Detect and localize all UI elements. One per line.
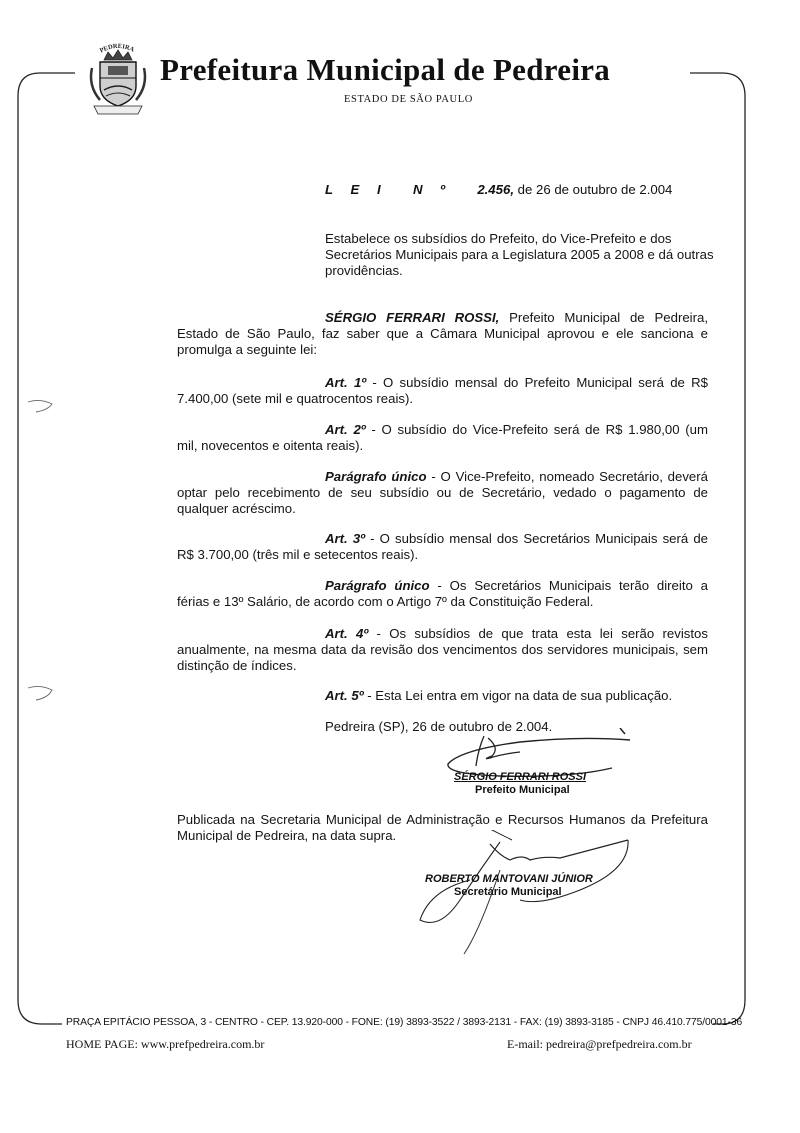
- coat-of-arms-seal: [80, 38, 156, 122]
- secretary-signature-name: ROBERTO MANTOVANI JÚNIOR: [425, 873, 593, 885]
- page-title: Prefeitura Municipal de Pedreira: [160, 52, 611, 87]
- article-5: [177, 688, 737, 704]
- law-ementa: Estabelece os subsídios do Prefeito, do Vice-Prefeito e dos Secretários Municipais para a Legislatura 2005 a 2008 e dá outras providências.: [325, 231, 714, 278]
- paragraph-label: Parágrafo único: [325, 578, 430, 593]
- law-date: de 26 de outubro de 2.004: [517, 182, 673, 197]
- paragraph-text: - O Vice-Prefeito, nomeado Secretário, deverá optar pelo recebimento de seu subsídio ou de Secretário, vedado o pagamento de qualquer acréscimo.: [177, 469, 708, 516]
- article-text: - O subsídio mensal dos Secretários Municipais será de R$ 3.700,00 (três mil e setecentos reais).: [177, 531, 709, 562]
- publication-note: Publicada na Secretaria Municipal de Administração e Recursos Humanos da Prefeitura Municipal de Pedreira, na data supra.: [177, 812, 708, 843]
- seal-lettering: PEDREIRA: [98, 42, 136, 55]
- mayor-signature-role: Prefeito Municipal: [475, 784, 570, 796]
- article-label: Art. 5º: [325, 688, 364, 703]
- article-2-paragraph: [177, 469, 708, 517]
- mayor-name: SÉRGIO FERRARI ROSSI,: [325, 310, 500, 325]
- preamble-paragraph: [177, 310, 708, 358]
- article-3-paragraph: [177, 578, 708, 610]
- footer-address: PRAÇA EPITÁCIO PESSOA, 3 - CENTRO - CEP. 13.920-000 - FONE: (19) 3893-3522 / 3893-2131 - FAX: (19) 3893-3185 - CNPJ 46.410.775/0001-36: [66, 1017, 743, 1028]
- footer-homepage: HOME PAGE: www.prefpedreira.com.br: [66, 1037, 265, 1051]
- article-3: [177, 531, 708, 563]
- secretary-signature-role: Secretário Municipal: [454, 886, 562, 898]
- article-label: Art. 1º: [325, 375, 367, 390]
- place-date: Pedreira (SP), 26 de outubro de 2.004.: [325, 719, 553, 734]
- article-text: - Os subsídios de que trata esta lei serão revistos anualmente, na mesma data da revisão dos vencimentos dos servidores municipais, sem distinção de índices.: [177, 626, 708, 673]
- article-4: [177, 626, 708, 674]
- article-2: [177, 422, 708, 454]
- law-heading: [325, 182, 672, 197]
- mayor-signature-name: SÉRGIO FERRARI ROSSI: [454, 771, 587, 783]
- article-label: Art. 3º: [325, 531, 365, 546]
- article-label: Art. 2º: [325, 422, 366, 437]
- article-text: - O subsídio do Vice-Prefeito será de R$ 1.980,00 (um mil, novecentos e oitenta reais).: [177, 422, 708, 453]
- paragraph-label: Parágrafo único: [325, 469, 427, 484]
- article-text: - Esta Lei entra em vigor na data de sua publicação.: [367, 688, 673, 703]
- law-number-label: N º: [412, 182, 452, 197]
- footer-email: E-mail: pedreira@prefpedreira.com.br: [507, 1037, 692, 1051]
- law-number: 2.456,: [477, 182, 514, 197]
- article-1: [177, 375, 708, 407]
- paragraph-text: - Os Secretários Municipais terão direito a férias e 13º Salário, de acordo com o Artigo 7º da Constituição Federal.: [177, 578, 708, 609]
- page-subtitle: ESTADO DE SÃO PAULO: [344, 94, 473, 105]
- article-text: - O subsídio mensal do Prefeito Municipal será de R$ 7.400,00 (sete mil e quatrocentos reais).: [177, 375, 708, 406]
- law-label: L E I: [325, 182, 388, 197]
- preamble-text: Prefeito Municipal de Pedreira, Estado de São Paulo, faz saber que a Câmara Municipal aprovou e ele sanciona e promulga a seguinte lei:: [177, 310, 708, 357]
- article-label: Art. 4º: [325, 626, 369, 641]
